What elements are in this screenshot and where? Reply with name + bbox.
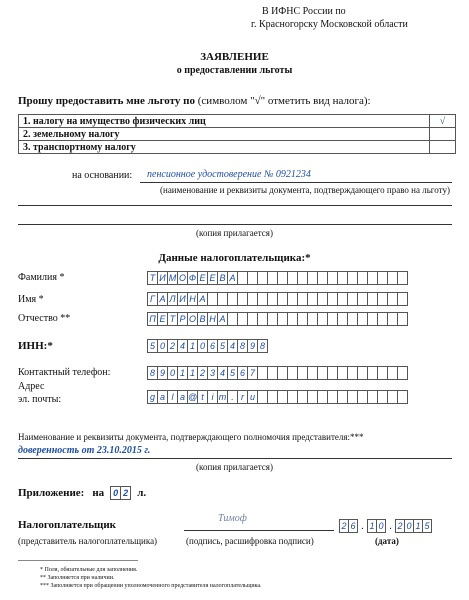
char-cell: 4 <box>227 339 238 353</box>
date-month-field[interactable] <box>367 519 386 535</box>
char-cell: 0 <box>376 519 386 533</box>
char-cell: u <box>247 390 258 404</box>
char-cell: 2 <box>197 366 208 380</box>
representative-copy-note: (копия прилагается) <box>196 462 273 472</box>
inn-field[interactable] <box>147 339 268 353</box>
email-label-2: эл. почты: <box>18 394 62 405</box>
char-cell: В <box>197 312 208 326</box>
representative-value[interactable]: доверенность от 23.10.2015 г. <box>18 445 151 456</box>
char-cell: Н <box>187 292 198 306</box>
char-cell: 0 <box>197 339 208 353</box>
char-cell: 8 <box>237 339 248 353</box>
date-day-field[interactable] <box>339 519 358 535</box>
date-year-field[interactable] <box>395 519 432 535</box>
char-cell: 1 <box>367 519 377 533</box>
char-cell: А <box>197 292 208 306</box>
char-cell: Е <box>157 312 168 326</box>
char-cell: 2 <box>339 519 349 533</box>
email-field[interactable] <box>147 390 408 404</box>
attachment-na: на <box>92 487 105 499</box>
phone-label: Контактный телефон: <box>18 367 111 378</box>
char-cell <box>397 366 408 380</box>
email-label-1: Адрес <box>18 381 45 392</box>
tax-row <box>19 128 456 141</box>
representative-label: Наименование и реквизиты документа, подтверждающего полномочия представителя:*** <box>18 432 364 442</box>
request-bold: Прошу предоставить мне льготу по <box>18 95 196 107</box>
basis-caption: (наименование и реквизиты документа, подтверждающего право на льготу) <box>160 185 450 195</box>
patronymic-field[interactable] <box>147 312 408 326</box>
char-cell: m <box>218 392 227 402</box>
char-cell: 5 <box>422 519 432 533</box>
char-cell: t <box>197 390 208 404</box>
char-cell: Е <box>207 271 218 285</box>
basis-extra-line <box>18 224 452 225</box>
char-cell <box>397 271 408 285</box>
taxpayer-signature-label: Налогоплательщик <box>18 519 117 531</box>
char-cell: a <box>177 390 188 404</box>
footnote-divider <box>18 560 138 561</box>
char-cell: r <box>237 390 248 404</box>
char-cell: 6 <box>207 339 218 353</box>
char-cell: a <box>157 390 168 404</box>
signature-mark: Тимоф <box>218 513 247 524</box>
date-separator: . <box>361 521 364 532</box>
char-cell <box>397 292 408 306</box>
recipient-line-2: г. Красногорску Московской области <box>251 19 408 30</box>
char-cell: 0 <box>167 366 178 380</box>
char-cell: 1 <box>187 339 198 353</box>
char-cell: 8 <box>257 339 268 353</box>
char-cell: Е <box>197 271 208 285</box>
tax-checkbox[interactable] <box>430 141 456 154</box>
phone-field[interactable] <box>147 366 408 380</box>
tax-label: 2. земельному налогу <box>19 128 430 141</box>
tax-label: 3. транспортному налогу <box>19 141 430 154</box>
recipient-line-1: В ИФНС России по <box>262 6 346 17</box>
footnote: ** Заполняется при наличии. <box>40 575 115 581</box>
char-cell: 5 <box>227 366 238 380</box>
date-caption: (дата) <box>375 536 399 546</box>
page-title: ЗАЯВЛЕНИЕ <box>200 51 269 63</box>
name-field[interactable] <box>147 292 408 306</box>
char-cell: Г <box>147 292 158 306</box>
footnote: *** Заполняется при обращении уполномоченного представителя налогоплательщика. <box>40 583 262 589</box>
tax-checkbox[interactable]: √ <box>430 115 456 128</box>
char-cell: О <box>188 314 196 324</box>
tax-type-table <box>18 114 456 154</box>
taxpayer-heading: Данные налогоплательщика:* <box>158 252 311 264</box>
signature-underline <box>184 530 334 531</box>
representative-underline <box>18 458 452 459</box>
char-cell: 1 <box>187 366 198 380</box>
tax-checkbox[interactable] <box>430 128 456 141</box>
char-cell: Р <box>177 312 188 326</box>
char-cell: 6 <box>237 366 248 380</box>
tax-label: 1. налогу на имущество физических лиц <box>19 115 430 128</box>
char-cell: И <box>157 271 168 285</box>
char-cell: Т <box>167 312 178 326</box>
attachment-unit: л. <box>137 487 147 499</box>
attachment-line <box>18 486 146 500</box>
page-subtitle: о предоставлении льготы <box>176 65 293 76</box>
char-cell: Т <box>147 271 158 285</box>
patronymic-label: Отчество ** <box>18 313 71 324</box>
attachment-label: Приложение: <box>18 487 85 499</box>
signature-caption: (подпись, расшифровка подписи) <box>186 536 314 546</box>
char-cell <box>397 390 408 404</box>
char-cell: В <box>217 271 228 285</box>
char-cell: 0 <box>404 519 414 533</box>
request-line <box>18 95 371 107</box>
char-cell: О <box>178 273 186 283</box>
surname-field[interactable] <box>147 271 408 285</box>
date-separator: . <box>389 521 392 532</box>
char-cell: 4 <box>217 366 228 380</box>
footnote: * Поля, обязательные для заполнения. <box>40 567 138 573</box>
char-cell: l <box>167 390 178 404</box>
char-cell: А <box>157 292 168 306</box>
char-cell: 5 <box>217 339 228 353</box>
char-cell: 6 <box>348 519 358 533</box>
signature-date <box>339 519 432 535</box>
char-cell: Л <box>167 292 178 306</box>
char-cell: М <box>168 273 177 283</box>
basis-copy-note: (копия прилагается) <box>196 228 273 238</box>
char-cell: А <box>217 312 228 326</box>
char-cell: i <box>207 390 218 404</box>
char-cell: 5 <box>147 339 158 353</box>
name-label: Имя * <box>18 294 44 305</box>
char-cell: g <box>147 390 158 404</box>
char-cell: П <box>147 312 158 326</box>
basis-underline <box>140 182 452 183</box>
taxpayer-signature-caption: (представитель налогоплательщика) <box>18 536 158 546</box>
basis-label: на основании: <box>72 170 133 181</box>
char-cell: 0 <box>110 486 121 500</box>
char-cell: Н <box>207 312 218 326</box>
basis-value[interactable]: пенсионное удостоверение № 0921234 <box>147 169 311 180</box>
char-cell: 0 <box>157 339 168 353</box>
inn-label: ИНН:* <box>18 340 53 352</box>
attachment-count-field[interactable] <box>110 486 131 500</box>
request-note: (символом "√" отметить вид налога): <box>197 95 371 107</box>
char-cell: 8 <box>147 366 158 380</box>
tax-row <box>19 115 456 128</box>
char-cell: И <box>177 292 188 306</box>
footnotes <box>40 566 262 590</box>
char-cell: 9 <box>247 339 258 353</box>
char-cell: 2 <box>167 339 178 353</box>
char-cell: . <box>227 390 238 404</box>
char-cell: 1 <box>177 366 188 380</box>
basis-extra-line <box>18 205 452 206</box>
char-cell: 9 <box>157 366 168 380</box>
tax-row <box>19 141 456 154</box>
char-cell <box>397 312 408 326</box>
char-cell: 2 <box>120 486 131 500</box>
surname-label: Фамилия * <box>18 272 65 283</box>
char-cell: 3 <box>207 366 218 380</box>
char-cell: А <box>227 271 238 285</box>
char-cell: 1 <box>413 519 423 533</box>
char-cell: @ <box>188 392 198 402</box>
char-cell: 2 <box>395 519 405 533</box>
char-cell: 4 <box>177 339 188 353</box>
char-cell: Ф <box>188 273 197 283</box>
char-cell: 7 <box>247 366 258 380</box>
